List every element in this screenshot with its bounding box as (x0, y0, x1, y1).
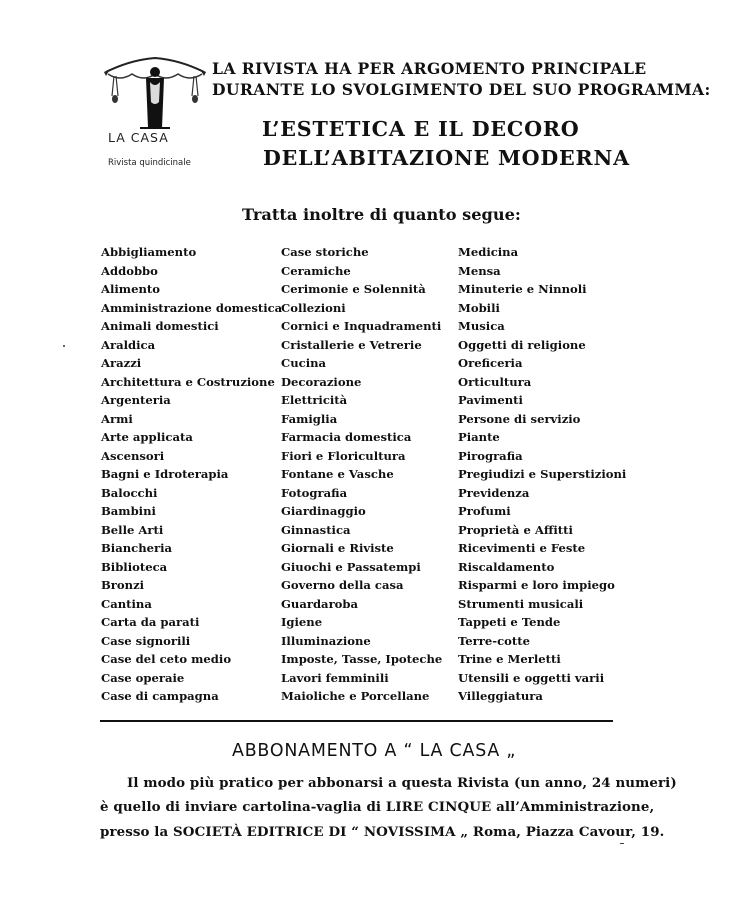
topic-item: Amministrazione domestica (101, 300, 283, 315)
topic-item: Bambini (101, 504, 156, 518)
topic-item: Collezioni (281, 300, 346, 315)
topic-item: Pirografia (458, 448, 523, 463)
logo-emblem-icon (100, 52, 210, 132)
topic-item: Guardaroba (281, 596, 359, 611)
topic-item: Balocchi (101, 485, 158, 500)
topic-item: Cucina (281, 356, 327, 370)
topic-item: Alimento (101, 282, 160, 296)
topic-item: Riscaldamento (458, 559, 555, 574)
topic-item: Biancheria (101, 541, 173, 555)
topic-item: Abbigliamento (101, 245, 197, 259)
topic-item: Imposte, Tasse, Ipoteche (281, 652, 443, 666)
topics-intro: Tratta inoltre di quanto segue: (242, 205, 521, 224)
topic-item: Bagni e Idroterapia (101, 467, 229, 481)
topic-item: Araldica (101, 337, 156, 352)
logo-subtitle: Rivista quindicinale (108, 158, 191, 168)
topic-item: Ceramiche (281, 263, 351, 278)
topic-item: Strumenti musicali (458, 596, 584, 611)
magazine-logo (100, 52, 210, 177)
subscription-title: ABBONAMENTO A “ LA CASA „ (232, 741, 517, 761)
topic-item: Argenteria (101, 393, 171, 407)
print-speck (63, 345, 65, 347)
topic-item: Utensili e oggetti varii (458, 670, 605, 685)
topic-item: Case operaie (101, 670, 185, 685)
header-line-1: LA RIVISTA HA PER ARGOMENTO PRINCIPALE (212, 59, 647, 78)
topic-item: Cristallerie e Vetrerie (281, 337, 422, 352)
topic-item: Biblioteca (101, 559, 168, 574)
topic-item: Orticultura (458, 374, 532, 389)
topic-item: Mensa (458, 263, 501, 278)
topic-item: Architettura e Costruzione (101, 374, 275, 389)
topics-column-1 (101, 243, 282, 706)
topic-item: Famiglia (281, 411, 338, 426)
topic-item: Arte applicata (101, 430, 193, 444)
topic-item: Minuterie e Ninnoli (458, 282, 587, 296)
topic-item: Fotografia (281, 485, 348, 500)
topic-item: Risparmi e loro impiego (458, 578, 615, 592)
topic-item: Oreficeria (458, 356, 523, 370)
main-title-line-1: L’ESTETICA E IL DECORO (262, 117, 580, 141)
topic-item: Lavori femminili (281, 670, 389, 685)
topic-item: Belle Arti (101, 522, 164, 537)
topic-item: Ricevimenti e Feste (458, 541, 586, 555)
subscription-line-2: è quello di inviare cartolina-vaglia di LIRE CINQUE all’Amministrazione, (100, 799, 655, 815)
topic-item: Addobbo (101, 263, 158, 278)
topic-item: Musica (458, 319, 505, 333)
topic-item: Pavimenti (458, 393, 523, 407)
topic-item: Tappeti e Tende (458, 615, 561, 629)
topic-item: Animali domestici (101, 319, 219, 333)
topic-item: Case del ceto medio (101, 652, 232, 666)
topic-item: Bronzi (101, 578, 145, 592)
topic-item: Ascensori (101, 448, 165, 463)
topic-item: Igiene (281, 615, 323, 629)
header-line-2: DURANTE LO SVOLGIMENTO DEL SUO PROGRAMMA: (212, 80, 711, 99)
main-title-line-2: DELL’ABITAZIONE MODERNA (263, 146, 630, 170)
topic-item: Decorazione (281, 374, 362, 389)
topic-item: Giornali e Riviste (281, 541, 394, 555)
topic-item: Trine e Merletti (458, 652, 561, 666)
topic-item: Farmacia domestica (281, 430, 412, 444)
topic-item: Fiori e Floricultura (281, 448, 406, 463)
topic-item: Giardinaggio (281, 504, 366, 518)
subscription-line-3: presso la SOCIETÀ EDITRICE DI “ NOVISSIMA „ Roma, Piazza Cavour, 19. (100, 824, 665, 840)
topic-item: Elettricità (281, 393, 348, 407)
topic-item: Terre-cotte (458, 633, 530, 648)
topic-item: Oggetti di religione (458, 337, 586, 352)
topic-item: Profumi (458, 504, 511, 518)
topic-item: Giuochi e Passatempi (281, 559, 421, 574)
topic-item: Medicina (458, 245, 519, 259)
topic-item: Mobili (458, 300, 500, 315)
topic-item: Persone di servizio (458, 411, 581, 426)
topic-item: Maioliche e Porcellane (281, 689, 430, 703)
topic-item: Villeggiatura (458, 689, 543, 703)
topic-item: Illuminazione (281, 633, 371, 648)
subscription-line-1: Il modo più pratico per abbonarsi a questa Rivista (un anno, 24 numeri) (127, 775, 677, 791)
topic-item: Case storiche (281, 245, 369, 259)
topic-item: Previdenza (458, 485, 530, 500)
topic-item: Case di campagna (101, 689, 219, 703)
topic-item: Pregiudizi e Superstizioni (458, 467, 627, 481)
logo-title: LA CASA (108, 130, 169, 145)
topics-column-3 (458, 243, 626, 706)
topic-item: Governo della casa (281, 578, 404, 592)
topic-item: Piante (458, 430, 500, 444)
topic-item: Case signorili (101, 633, 191, 648)
topic-item: Fontane e Vasche (281, 467, 394, 481)
topics-column-2 (281, 243, 442, 706)
topic-item: Cornici e Inquadramenti (281, 319, 442, 333)
topic-item: Armi (101, 411, 133, 426)
print-speck (620, 843, 624, 844)
topic-item: Cantina (101, 596, 152, 611)
topic-item: Ginnastica (281, 522, 351, 537)
topic-item: Arazzi (101, 356, 142, 370)
topic-item: Cerimonie e Solennità (281, 282, 426, 296)
topic-item: Proprietà e Affitti (458, 522, 573, 537)
topic-item: Carta da parati (101, 615, 200, 629)
section-divider (100, 720, 613, 722)
